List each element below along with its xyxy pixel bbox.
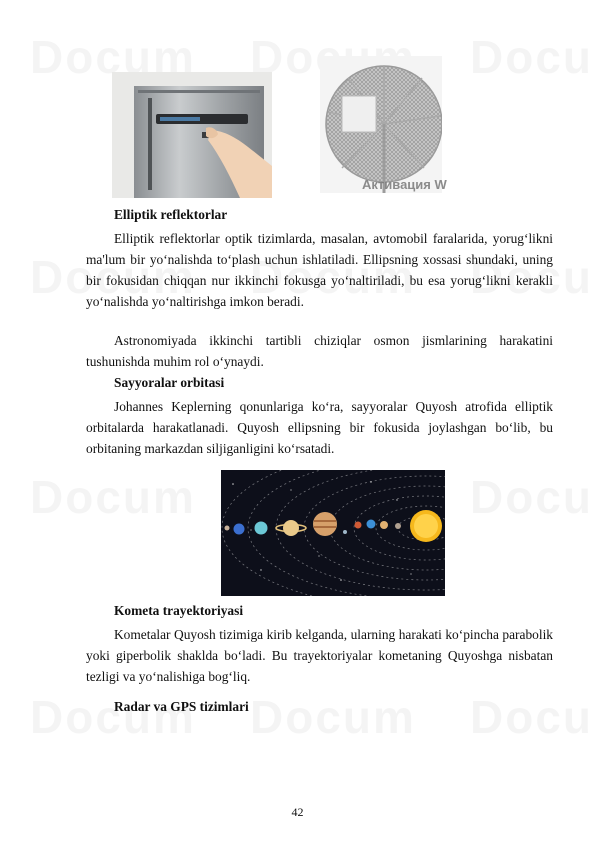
paragraph: Astronomiyada ikkinchi tartibli chiziqlar osmon jismlarining harakatini tushunishda muhim rol o‘ynaydi. — [86, 333, 553, 369]
refrigerator-photo — [112, 72, 272, 198]
section-heading: Sayyoralar orbitasi — [114, 375, 225, 390]
paragraph: Johannes Keplerning qonunlariga ko‘ra, sayyoralar Quyosh atrofida elliptik orbitalarda harakatlanadi. Quyosh ellipsning bir fokusida joylashgan bo‘lib, bu orbitaning markazdan siljiganligini ko‘rsatadi. — [86, 399, 553, 456]
watermark — [250, 690, 416, 744]
section-heading: Elliptik reflektorlar — [114, 207, 228, 222]
watermark — [30, 470, 196, 524]
watermark — [470, 30, 595, 84]
section-heading: Kometa trayektoriyasi — [114, 603, 244, 618]
solar-system-illustration — [221, 470, 445, 596]
satellite-dish-photo — [320, 56, 442, 193]
activation-watermark: Активация W — [362, 177, 447, 192]
watermark — [470, 690, 595, 744]
paragraph: Kometalar Quyosh tizimiga kirib kelganda, ularning harakati ko‘pincha parabolik yoki giperbolik shaklda bo‘ladi. Bu trayektoriyalar kometaning Quyoshga nisbatan tezligi va yo‘nalishiga bog‘liq. — [86, 627, 553, 684]
watermark — [470, 470, 595, 524]
section-heading: Radar va GPS tizimlari — [114, 699, 249, 714]
paragraph: Elliptik reflektorlar optik tizimlarda, masalan, avtomobil faralarida, yorug‘likni ma'lum bir yo‘nalishda to‘plash uchun ishlatiladi. Ellipsning xossasi shundaki, uning bir fokusidan chiqqan nur ikkinchi fokusga yo‘naltiriladi, bu esa yorug‘likni kerakli yo‘nalishda yo‘naltirishga imkon beradi. — [86, 231, 553, 309]
page-number: 42 — [291, 805, 304, 819]
